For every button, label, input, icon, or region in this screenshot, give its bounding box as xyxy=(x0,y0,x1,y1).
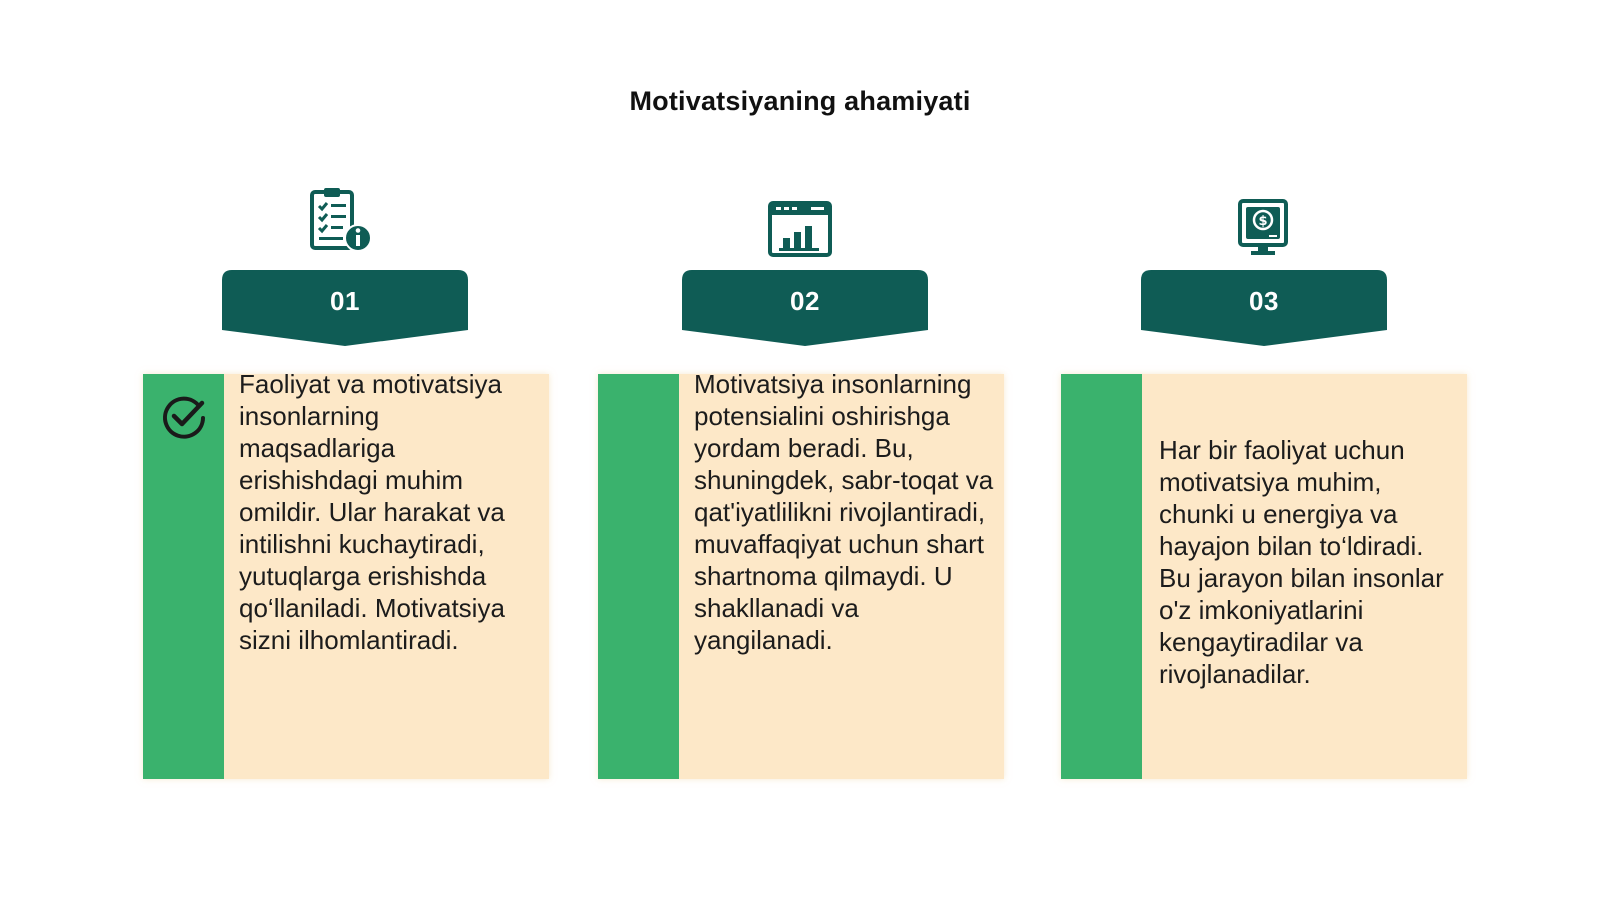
slide-title: Motivatsiyaning ahamiyati xyxy=(629,86,971,116)
bar-chart-window-icon xyxy=(767,200,833,258)
number-badge-3 xyxy=(1141,270,1387,346)
number-label-2: 02 xyxy=(790,286,820,316)
dollar-monitor-icon xyxy=(1237,198,1289,258)
card-stripe-3 xyxy=(1061,374,1142,779)
svg-text:$: $ xyxy=(1258,214,1268,229)
card-stripe-2 xyxy=(598,374,679,779)
number-label-1: 01 xyxy=(330,286,360,316)
card-2 xyxy=(598,369,1004,779)
card-text-3: Har bir faoliyat uchun motivatsiya muhim, chunki u energiya va hayajon bilan to‘ldiradi. Bu jarayon bilan insonlar o'z imkoniyatlarini kengaytiradilar va rivojlanadilar. xyxy=(1159,435,1444,689)
card-text-2: Motivatsiya insonlarning potensialini oshirishga yordam beradi. Bu, shuningdek, sabr-toqat va qat'iyatlilikni rivojlantiradi, muvaffaqiyat uchun shart shartnoma qilmaydi. U shakllanadi va yangilanadi. xyxy=(694,369,994,655)
number-label-3: 03 xyxy=(1249,286,1279,316)
card-text-1: Faoliyat va motivatsiya insonlarning maqsadlariga erishishdagi muhim omildir. Ular harakat va intilishni kuchaytiradi, yutuqlarga erishishda qo‘llaniladi. Motivatsiya sizni ilhomlantiradi. xyxy=(239,369,505,655)
card-3 xyxy=(1061,374,1467,779)
number-badge-2 xyxy=(682,270,928,346)
